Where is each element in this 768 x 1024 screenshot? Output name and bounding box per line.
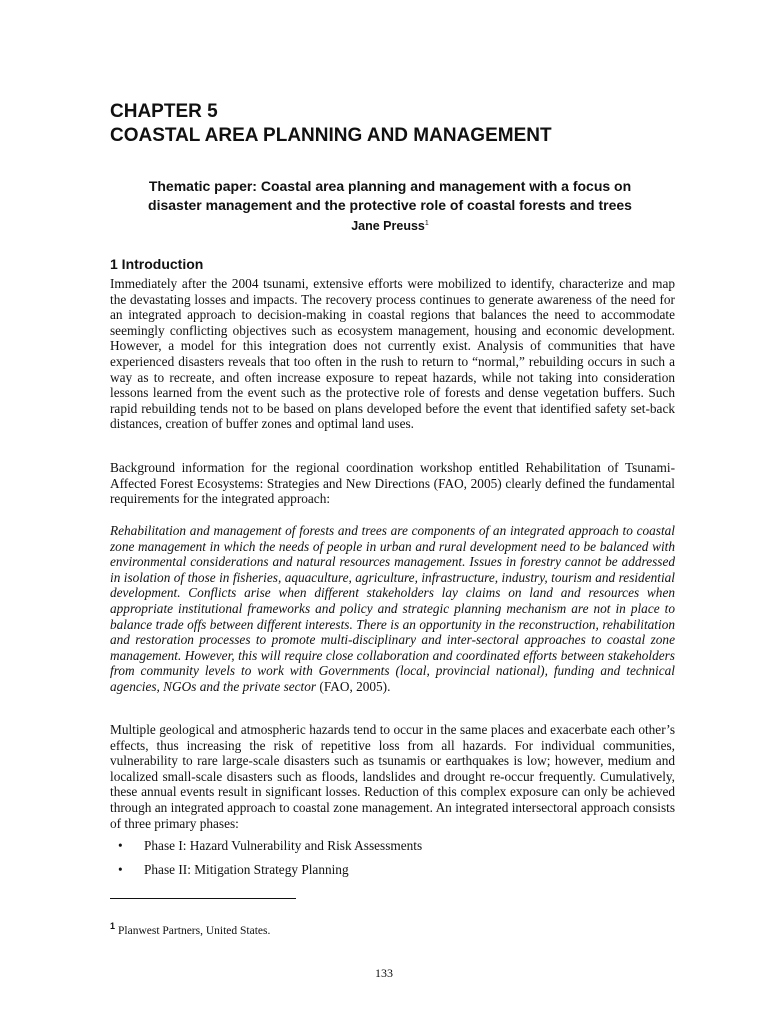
phase-list (118, 838, 422, 886)
footnote-divider (110, 898, 296, 899)
chapter-heading (110, 100, 670, 148)
quote-citation: (FAO, 2005). (316, 678, 391, 694)
thematic-title-line-2: disaster management and the protective role of coastal forests and trees (148, 197, 632, 213)
list-item (118, 838, 422, 862)
paragraph-2: Background information for the regional coordination workshop entitled Rehabilitation of Tsunami-Affected Forest Ecosystems: Strategies and New Directions (FAO, 2005) clearly defined the fundamental requirements for the integrated approach: (110, 460, 675, 507)
author-byline (110, 219, 670, 233)
thematic-paper-title (110, 177, 670, 215)
quote-text: Rehabilitation and management of forests and trees are components of an integrated approach to coastal zone management in which the needs of people in urban and rural development need to be balanced with environmental considerations and natural resources management. Issues in forestry cannot be addressed in isolation of those in fisheries, aquaculture, agriculture, infrastructure, industry, tourism and residential development. Conflicts arise when different stakeholders lay claims on land and resources when appropriate institutional frameworks and policy and strategic planning mechanism are not in place to balance trade offs between different interests. There is an opportunity in the reconstruction, rehabilitation and restoration processes to promote multi-disciplinary and inter-sectoral approaches to coastal zone management. However, this will require close collaboration and coordinated efforts between stakeholders from community levels to work with Governments (local, provincial national), funding and technical agencies, NGOs and the private sector (110, 523, 675, 694)
list-item-text: Phase I: Hazard Vulnerability and Risk Assessments (144, 838, 423, 853)
author-name: Jane Preuss (351, 219, 425, 233)
page-number: 133 (375, 966, 393, 980)
author-footnote-marker[interactable]: 1 (424, 219, 429, 227)
footnote (110, 921, 270, 937)
list-item-text: Phase II: Mitigation Strategy Planning (144, 862, 349, 877)
quoted-paragraph (110, 523, 675, 695)
section-heading-introduction: 1 Introduction (110, 256, 204, 272)
bullet-icon: • (118, 838, 123, 853)
footnote-number: 1 (110, 921, 116, 931)
thematic-title-line-1: Thematic paper: Coastal area planning and management with a focus on (148, 178, 632, 194)
chapter-number: CHAPTER 5 (110, 101, 218, 122)
chapter-title: COASTAL AREA PLANNING AND MANAGEMENT (110, 125, 552, 146)
list-item (118, 862, 422, 886)
bullet-icon: • (118, 862, 123, 877)
paragraph-1: Immediately after the 2004 tsunami, extensive efforts were mobilized to identify, characterize and map the devastating losses and impacts. The recovery process continues to generate awareness of the need for an integrated approach to decision-making in coastal regions that balances the need to accommodate seemingly conflicting objectives such as ecosystem management, housing and economic development. However, a model for this integration does not currently exist. Analysis of communities that have experienced disasters reveals that too often in the rush to return to “normal,” rebuilding occurs in such a way as to recreate, and often increase exposure to repeat hazards, while not taking into consideration lessons learned from the event such as the protective role of forests and dense vegetation buffers. Such rapid rebuilding tends not to be based on plans developed before the event that identified safety set-back distances, creation of buffer zones and optimal land uses. (110, 276, 675, 432)
paragraph-4: Multiple geological and atmospheric hazards tend to occur in the same places and exacerbate each other’s effects, thus increasing the risk of repetitive loss from all hazards. For individual communities, vulnerability to rare large-scale disasters such as tsunamis or earthquakes is low; however, medium and localized small-scale disasters such as floods, landslides and drought re-occur frequently. Cumulatively, these annual events result in significant losses. Reduction of this complex exposure can only be achieved through an integrated approach to coastal zone management. An integrated intersectoral approach consists of three primary phases: (110, 722, 675, 831)
footnote-text: Planwest Partners, United States. (118, 924, 271, 937)
